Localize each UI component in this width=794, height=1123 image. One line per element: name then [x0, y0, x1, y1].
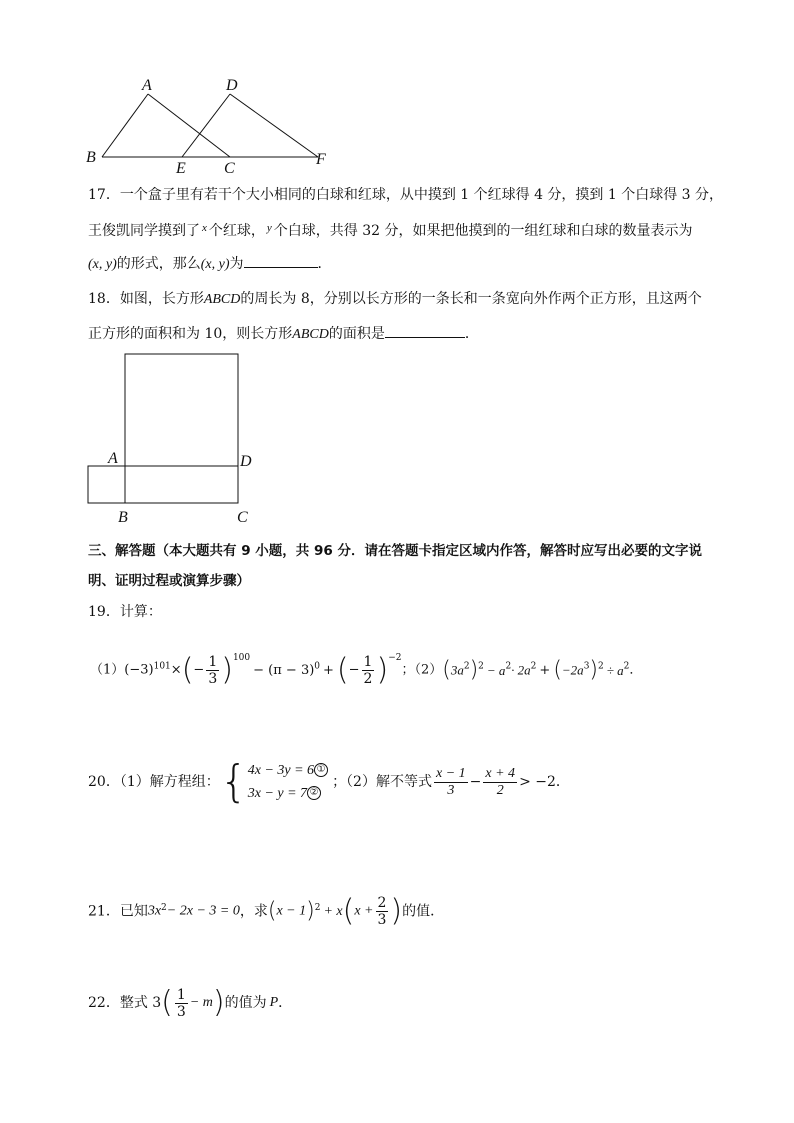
- label-d: D: [226, 77, 238, 94]
- label-e: E: [176, 160, 186, 177]
- q17-pair-1: (x, y): [88, 257, 117, 272]
- label-c: C: [237, 509, 248, 526]
- q17-line-1: [88, 185, 723, 205]
- q17-text-3b: 为: [229, 256, 244, 272]
- square-top: [125, 354, 238, 466]
- q18-abcd-1: ABCD: [203, 292, 241, 307]
- q19-minus-2: −: [348, 662, 360, 678]
- q21-expression: 21．已知$3x^2- 2x - 3 = 0$，求$(x - 1)^2 + x(x$ + $\frac{2}{3}$ )的值．: [88, 893, 445, 929]
- q17-text-3a: 的形式，那么: [116, 256, 201, 272]
- q17-line-2: [88, 218, 693, 241]
- q19-minus: −: [193, 662, 205, 678]
- q20-eq-2: 3x − y = 7: [247, 786, 308, 801]
- q20-mid: ；（2）解不等式: [332, 774, 432, 790]
- q20-expression: 20．（1）解方程组： { 4x − 3y = 6 ① 3x − y = 7 ② ；（2）解不等式 $\frac{x - 1}{3}$ − $\frac{x + 4}{2}$ > −2．: [88, 756, 570, 807]
- q20-frac-2: $\frac{x + 4}{2}$: [485, 765, 516, 798]
- q20-frac-1: $\frac{x - 1}{3}$: [435, 765, 466, 798]
- q19-plus: +: [323, 662, 334, 678]
- q17-var-y: y: [266, 222, 272, 234]
- q19-plus-2: +: [539, 662, 551, 678]
- q21-plus-x: + x: [323, 903, 343, 919]
- q21-frac: $\frac{2}{3}$: [377, 895, 387, 929]
- label-d: D: [240, 453, 252, 470]
- q20-circle-2: ②: [307, 786, 321, 800]
- q17-text-2c: 个白球，共得 32 分，如果把他摸到的一组红球和白球的数量表示为: [273, 223, 693, 239]
- q17-pair-2: (x, y): [200, 257, 230, 272]
- q19-div-a: ÷ a: [606, 662, 624, 678]
- q19-part-1-label: （1）: [90, 662, 125, 678]
- section-3-line-1: [88, 541, 702, 561]
- square-left: [88, 466, 125, 503]
- q22-minus-m: − m: [189, 995, 213, 1010]
- q19-3a: 3a: [450, 662, 464, 678]
- q17-end: ．: [317, 256, 332, 272]
- q21-eq: 3x: [147, 903, 162, 919]
- q21-prefix: 21．已知: [88, 903, 148, 920]
- q17-text-1: 17．一个盒子里有若干个大小相同的白球和红球，从中摸到 1 个红球得 4 分，摸到 1 个白球得 3 分，: [88, 187, 724, 203]
- label-f: F: [316, 151, 326, 168]
- q21-eq-rest: − 2x − 3 = 0: [166, 903, 240, 919]
- q17-text-2b: 个红球，: [208, 223, 265, 239]
- q21-suffix: 的值．: [402, 903, 445, 920]
- q20-prefix: 20．（1）解方程组：: [88, 774, 220, 790]
- section-3-line-2: [88, 571, 250, 591]
- q17-answer-blank[interactable]: [244, 253, 318, 268]
- q20-circle-1: ①: [314, 763, 328, 777]
- q18-line-1: [88, 289, 702, 310]
- q17-var-x: x: [202, 222, 207, 234]
- label-b: B: [86, 149, 96, 166]
- rectangle-abcd: [125, 466, 238, 503]
- q20-rhs: > −2: [519, 774, 556, 790]
- q18-text-2b: 的面积是: [328, 326, 385, 342]
- label-a: A: [108, 450, 118, 467]
- q18-abcd-2: ABCD: [292, 327, 329, 342]
- q18-answer-blank[interactable]: [385, 323, 465, 338]
- q22-prefix: 22．整式 3: [88, 995, 162, 1011]
- q19-times: ×: [170, 662, 182, 678]
- q20-equation-system: { 4x − 3y = 6 ① 3x − y = 7 ②: [220, 759, 328, 805]
- label-c: C: [224, 160, 235, 177]
- q19-frac-1-2: $\frac{1}{2}$: [363, 654, 373, 687]
- q21-expr1: x − 1: [276, 903, 307, 919]
- q19-exp-m2: −2: [388, 653, 402, 663]
- segment-ab: [102, 94, 148, 157]
- q19-exp-0: 0: [314, 661, 321, 672]
- q22-expression: 22．整式 3( $\frac{1}{3}$ − m)的值为 P．: [88, 985, 293, 1020]
- q18-text-2a: 正方形的面积和为 10，则长方形: [88, 326, 293, 342]
- q19-exp-101: 101: [153, 661, 171, 672]
- q19-expression: $(1)(-3)^{101}\times(-$ $\frac{1}{3}$ )$^{100}- (\pi - 3)^0$ + (− $\frac{1}{2}$ )$^{-2}$；$(2)(3a^2)^2 - a^2\cdot 2a^2 + (-2a^3)^2 \div a^2$．: [90, 652, 643, 688]
- q19-pi-term: − (π − 3): [253, 662, 315, 678]
- q19-frac-1-3: $\frac{1}{3}$: [208, 654, 218, 687]
- q18-text-1a: 18．如图，长方形: [88, 291, 204, 307]
- q22-frac: $\frac{1}{3}$: [176, 986, 186, 1020]
- q18-end: ．: [464, 326, 479, 342]
- q19-m2a: −2a: [561, 662, 584, 678]
- q19-base: (−3): [124, 662, 154, 678]
- q18-line-2: [88, 323, 479, 345]
- q19-separator: ；（2）: [401, 662, 443, 678]
- section-3-text-2: 明、证明过程或演算步骤）: [88, 573, 250, 589]
- triangles-figure: [80, 72, 340, 180]
- label-a: A: [142, 77, 152, 94]
- q17-text-2a: 王俊凯同学摸到了: [88, 223, 200, 239]
- q20-eq-1: 4x − 3y = 6: [247, 763, 315, 778]
- q18-text-1b: 的周长为 8，分别以长方形的一条长和一条宽向外作两个正方形，且这两个: [240, 291, 702, 307]
- q22-p: P: [269, 995, 279, 1010]
- rectangle-figure: [80, 346, 270, 531]
- section-3-text-1: 三、解答题（本大题共有 9 小题，共 96 分．请在答题卡指定区域内作答，解答时应写出必要的文字说: [88, 543, 702, 559]
- q19-minus-a: − a: [486, 662, 506, 678]
- q19-dot-2a: · 2a: [511, 662, 531, 678]
- q22-text: 的值为: [224, 995, 267, 1011]
- q19-title-text: 19．计算：: [88, 604, 162, 620]
- label-b: B: [118, 509, 128, 526]
- segment-df: [230, 94, 318, 157]
- q19-exp-100: 100: [232, 653, 251, 663]
- q19-title: [88, 602, 162, 622]
- q21-inner: x +: [354, 903, 374, 919]
- q17-line-3: [88, 253, 332, 275]
